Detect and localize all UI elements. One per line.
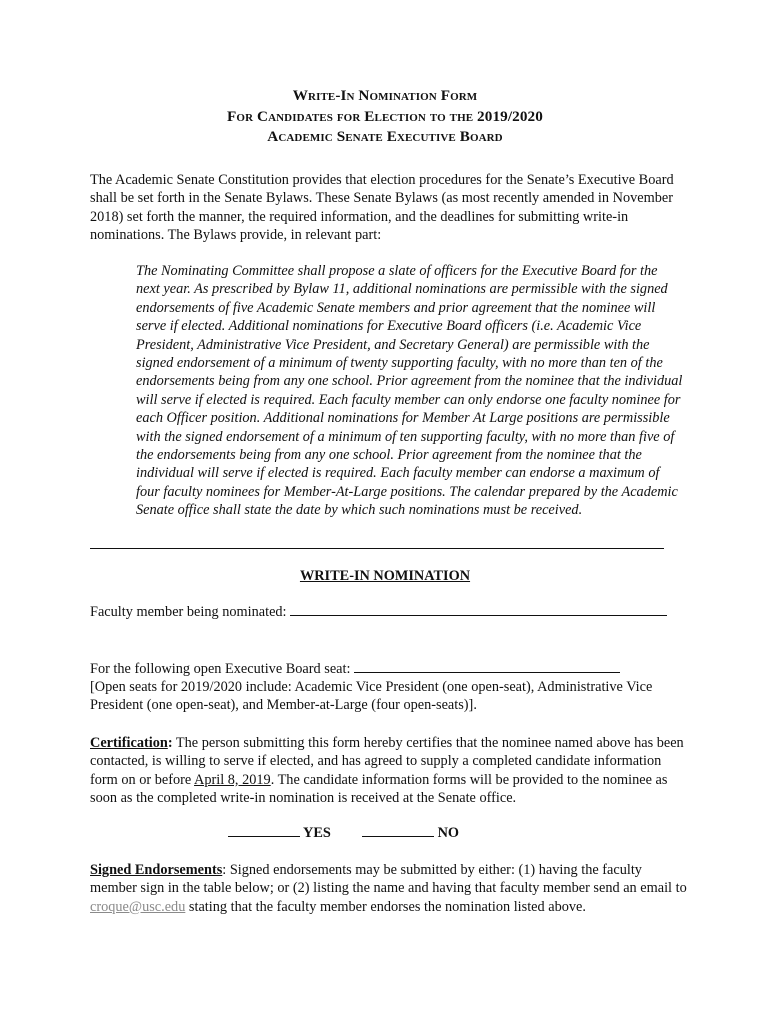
endorsements-label: Signed Endorsements xyxy=(90,862,223,878)
certification-paragraph: Certification: The person submitting this form hereby certifies that the nominee named above has been contacted, is willing to serve if elected, and has agreed to supply a completed candidate information form on or before April 8, 2019. The candidate information forms will be provided to the nominee as soon as the completed write-in nomination is received at the Senate office. xyxy=(90,735,684,807)
bylaw-quote: The Nominating Committee shall propose a slate of officers for the Executive Board for the next year. As prescribed by Bylaw 11, additional nominations are permissible with the signed endorsements of five Academic Senate members and prior agreement that the nominee will serve if elected. Additional nominations for Executive Board officers (i.e. Academic Vice President, Administrative Vice President, and Secretary General) are permissible with the signed endorsement of a minimum of twenty supporting faculty, with no more than ten of the endorsements being from any one school. Prior agreement from the nominee that the individual will serve if elected is required. Each faculty member can only endorse one faculty nominee for each Officer position. Additional nominations for Member At Large positions are permissible with the signed endorsement of a minimum of ten supporting faculty, with no more than five of the endorsements being from any one school. Prior agreement from the nominee that the individual will serve if elected is required. Each faculty member can endorse a maximum of four faculty nominees for Member-At-Large positions. The calendar prepared by the Academic Senate office shall state the date by which such nominations must be received. xyxy=(136,263,683,519)
section-divider xyxy=(90,548,664,549)
certification-text-end: . The candidate information forms will be provided to the nominee as soon as the completed write-in nomination is received at the Senate office. xyxy=(90,771,668,807)
seat-field[interactable] xyxy=(354,659,620,673)
nominee-label: Faculty member being nominated: xyxy=(90,604,287,620)
seat-label: For the following open Executive Board seat: xyxy=(90,661,351,677)
certification-label: Certification xyxy=(90,735,168,751)
endorsements-text-end: stating that the faculty member endorses the nomination listed above. xyxy=(188,898,586,915)
open-seats-note: [Open seats for 2019/2020 include: Academic Vice President (one open-seat), Administrative Vice President (one open-seat), and Member-at-Large (four open-seats)]. xyxy=(90,679,653,714)
no-blank[interactable] xyxy=(362,823,434,837)
yes-label: YES xyxy=(303,825,331,841)
write-in-nomination-heading: WRITE-IN NOMINATION xyxy=(299,568,471,584)
endorsements-text: : Signed endorsements may be submitted by either: (1) having the faculty member sign in the table below; or (2) listing the name and having that faculty member send an email to xyxy=(90,862,687,897)
form-title xyxy=(0,86,770,148)
intro-paragraph: The Academic Senate Constitution provides that election procedures for the Senate’s Executive Board shall be set forth in the Senate Bylaws. These Senate Bylaws (as most recently amended in November 2018) set forth the manner, the required information, and the deadlines for submitting write-in nominations. The Bylaws provide, in relevant part: xyxy=(90,172,674,244)
yes-no-choice xyxy=(228,823,459,842)
no-label: NO xyxy=(437,825,460,841)
email-link[interactable]: croque@usc.edu xyxy=(90,898,186,915)
nominee-row xyxy=(90,602,690,621)
title-line-2: For Candidates for Election to the 2019/2020 xyxy=(227,107,543,125)
title-line-1: Write-In Nomination Form xyxy=(292,87,478,104)
certification-deadline: April 8, 2019 xyxy=(194,771,271,788)
signed-endorsements-paragraph xyxy=(90,861,690,916)
title-line-3: Academic Senate Executive Board xyxy=(267,128,503,146)
certification-text: The person submitting this form hereby certifies that the nominee named above has been contacted, is willing to serve if elected, and has agreed to supply a completed candidate information form on or before xyxy=(90,735,684,788)
seat-row xyxy=(90,659,690,678)
yes-blank[interactable] xyxy=(228,823,300,837)
nominee-field[interactable] xyxy=(290,602,667,616)
